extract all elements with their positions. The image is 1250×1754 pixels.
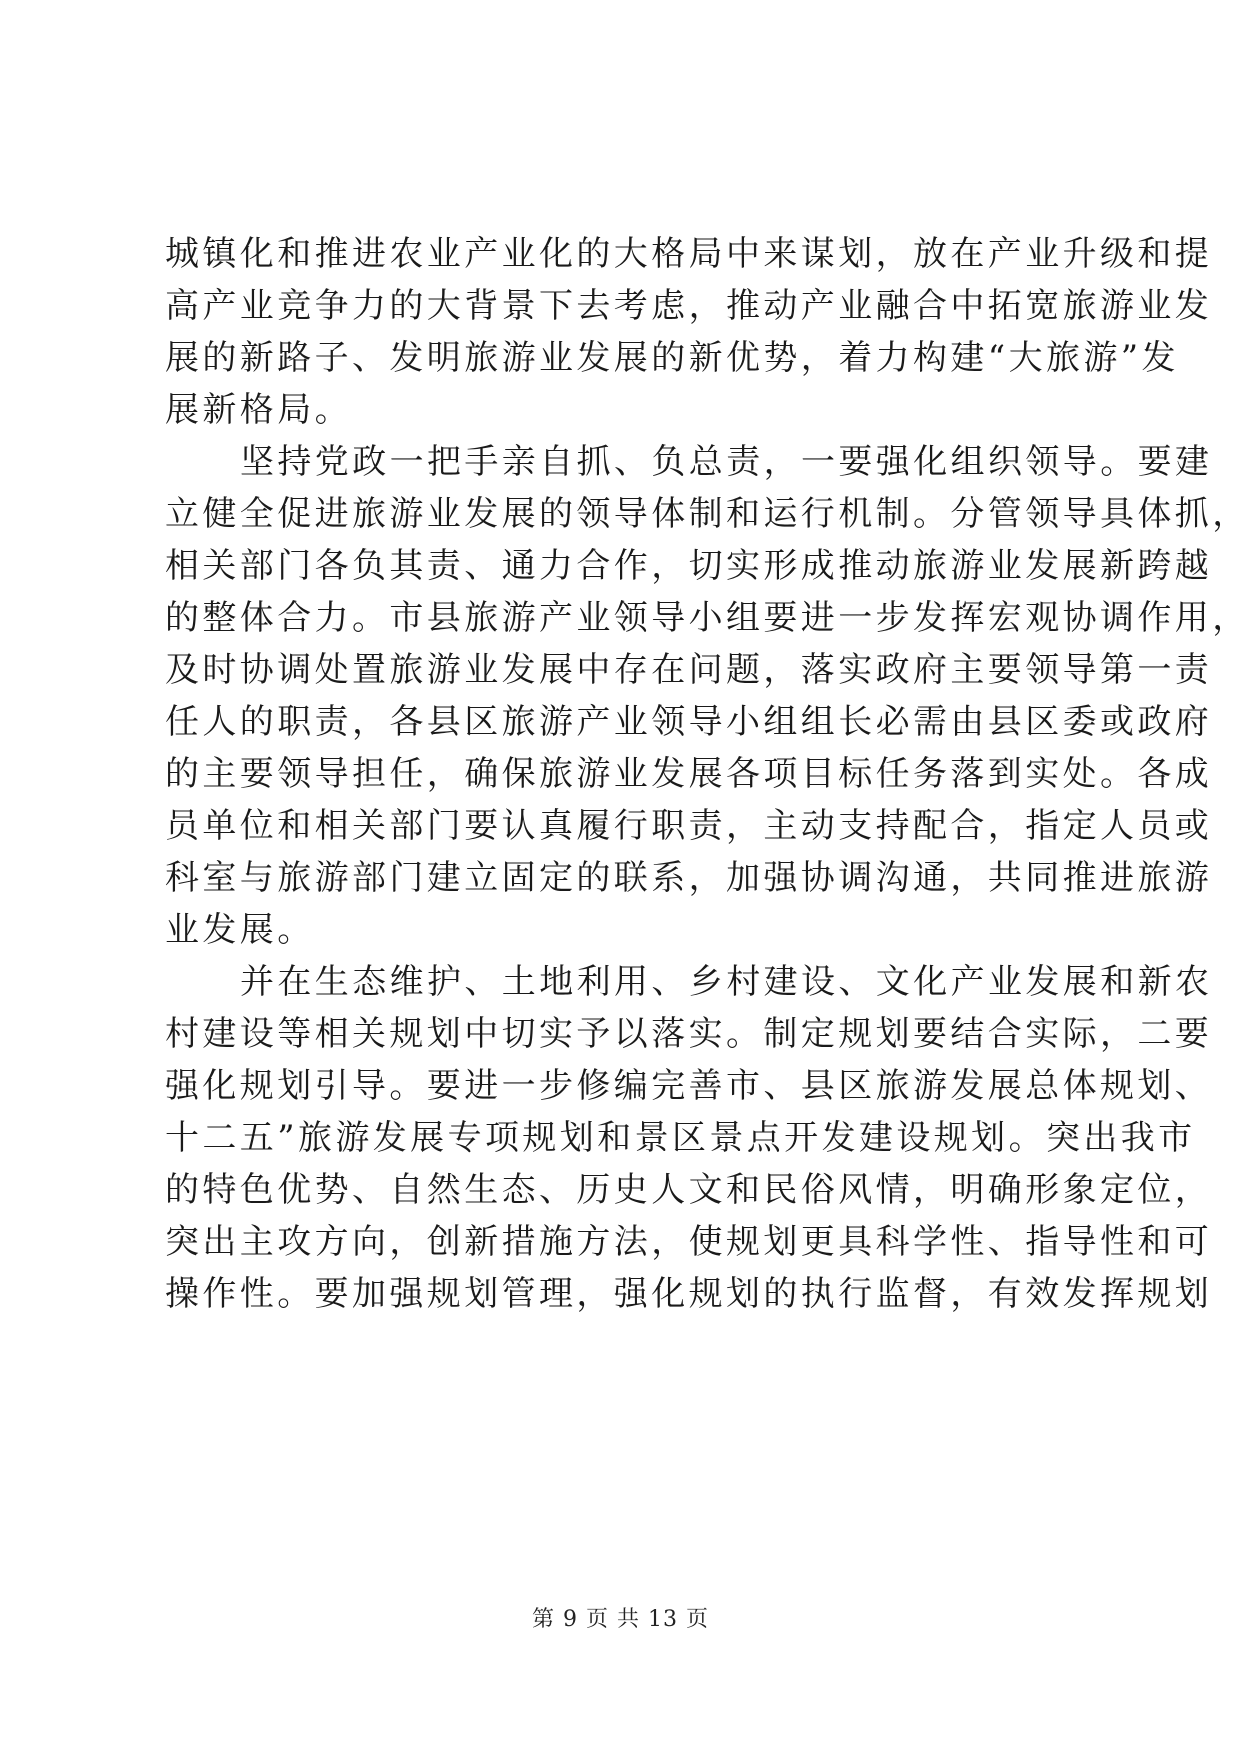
text-line: 操作性。要加强规划管理，强化规划的执行监督，有效发挥规划 — [165, 1274, 1213, 1314]
text-line: 业发展。 — [165, 910, 315, 950]
text-line: 城镇化和推进农业产业化的大格局中来谋划，放在产业升级和提 — [165, 234, 1213, 274]
text-line: 的整体合力。市县旅游产业领导小组要进一步发挥宏观协调作用， — [165, 598, 1250, 638]
text-line: 并在生态维护、土地利用、乡村建设、文化产业发展和新农 — [240, 962, 1213, 1002]
text-line: 任人的职责，各县区旅游产业领导小组组长必需由县区委或政府 — [165, 702, 1213, 742]
text-line: 科室与旅游部门建立固定的联系，加强协调沟通，共同推进旅游 — [165, 858, 1213, 898]
paragraph-2 — [165, 436, 1250, 956]
text-line: 高产业竞争力的大背景下去考虑，推动产业融合中拓宽旅游业发 — [165, 286, 1213, 326]
text-line: 及时协调处置旅游业发展中存在问题，落实政府主要领导第一责 — [165, 650, 1213, 690]
text-line: 村建设等相关规划中切实予以落实。制定规划要结合实际，二要 — [165, 1014, 1213, 1054]
text-line: 的主要领导担任，确保旅游业发展各项目标任务落到实处。各成 — [165, 754, 1213, 794]
text-line: 的特色优势、自然生态、历史人文和民俗风情，明确形象定位， — [165, 1170, 1213, 1210]
text-line: 突出主攻方向，创新措施方法，使规划更具科学性、指导性和可 — [165, 1222, 1213, 1262]
paragraph-3 — [165, 956, 1213, 1320]
text-line: 展新格局。 — [165, 390, 352, 430]
text-line: 坚持党政一把手亲自抓、负总责，一要强化组织领导。要建 — [240, 442, 1213, 482]
text-line: 十二五”旅游发展专项规划和景区景点开发建设规划。突出我市 — [165, 1118, 1196, 1158]
text-line: 强化规划引导。要进一步修编完善市、县区旅游发展总体规划、 — [165, 1066, 1213, 1106]
paragraph-1 — [165, 228, 1213, 436]
document-body — [165, 228, 1250, 1320]
page-number-footer: 第 9 页 共 13 页 — [532, 1607, 709, 1632]
text-line: 员单位和相关部门要认真履行职责，主动支持配合，指定人员或 — [165, 806, 1213, 846]
text-line: 展的新路子、发明旅游业发展的新优势，着力构建“大旅游”发 — [165, 338, 1179, 378]
text-line: 立健全促进旅游业发展的领导体制和运行机制。分管领导具体抓， — [165, 494, 1250, 534]
text-line: 相关部门各负其责、通力合作，切实形成推动旅游业发展新跨越 — [165, 546, 1213, 586]
